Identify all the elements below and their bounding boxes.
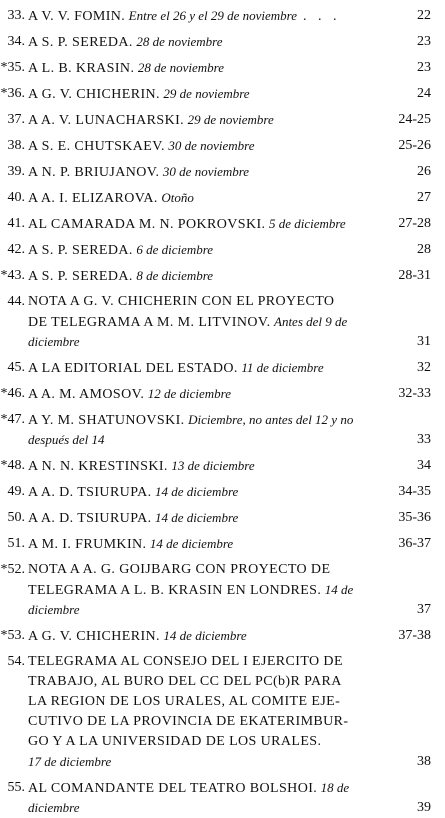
toc-entry xyxy=(0,358,445,378)
entry-title: A S. P. SEREDA. xyxy=(28,35,133,50)
entry-title: A N. P. BRIUJANOV. xyxy=(28,165,160,180)
entry-date: 14 de diciembre xyxy=(155,484,239,499)
entry-number: *36. xyxy=(0,86,25,101)
entry-pages: 24-25 xyxy=(398,112,431,127)
toc-entry xyxy=(0,508,445,528)
entry-title: A G. V. CHICHERIN. xyxy=(28,87,160,102)
toc-entry xyxy=(0,292,445,352)
entry-date: 28 de noviembre xyxy=(137,60,225,75)
entry-title: A A. M. AMOSOV. xyxy=(28,387,145,402)
entry-number: 44. xyxy=(7,294,25,309)
entry-title: A N. N. KRESTINSKI. xyxy=(28,459,168,474)
entry-date: 14 de diciembre xyxy=(155,510,239,525)
entry-date-continued: diciembre xyxy=(28,602,80,617)
table-of-contents xyxy=(0,6,445,818)
entry-number: *48. xyxy=(0,458,25,473)
toc-entry xyxy=(0,162,445,182)
toc-entry xyxy=(0,384,445,404)
entry-date: 14 de diciembre xyxy=(163,628,247,643)
toc-entry xyxy=(0,482,445,502)
entry-title: A M. I. FRUMKIN. xyxy=(28,537,147,552)
entry-title-line: AL COMANDANTE DEL TEATRO BOLSHOI. xyxy=(28,781,318,796)
toc-entry xyxy=(0,32,445,52)
entry-date: 29 de noviembre xyxy=(187,112,274,127)
entry-date: Antes del 9 de xyxy=(274,314,348,329)
entry-pages: 39 xyxy=(417,800,431,815)
entry-date: 14 de diciembre xyxy=(149,536,234,551)
entry-title: A A. D. TSIURUPA. xyxy=(28,511,152,526)
entry-title: A LA EDITORIAL DEL ESTADO. xyxy=(28,361,238,376)
entry-pages: 37 xyxy=(417,602,431,617)
entry-pages: 31 xyxy=(417,334,431,349)
toc-entry xyxy=(0,188,445,208)
entry-title: A S. P. SEREDA. xyxy=(28,243,133,258)
entry-title: A A. I. ELIZAROVA. xyxy=(28,191,158,206)
entry-pages: 25-26 xyxy=(398,138,431,153)
entry-title: A S. P. SEREDA. xyxy=(28,269,133,284)
entry-number: *35. xyxy=(0,60,25,75)
entry-title-line: NOTA A A. G. GOIJBARG CON PROYECTO DE xyxy=(28,562,331,577)
entry-title-line: NOTA A G. V. CHICHERIN CON EL PROYECTO xyxy=(28,294,335,309)
entry-number: 49. xyxy=(7,484,25,499)
entry-title-line: LA REGION DE LOS URALES, AL COMITE EJE- xyxy=(28,694,341,709)
entry-title-line: DE TELEGRAMA A M. M. LITVINOV. xyxy=(28,315,271,330)
entry-date-continued: diciembre xyxy=(28,800,80,815)
entry-number: 33. xyxy=(7,8,25,23)
entry-number: *43. xyxy=(0,268,25,283)
entry-title-line: TELEGRAMA A L. B. KRASIN EN LONDRES. xyxy=(28,583,322,598)
entry-number: 51. xyxy=(7,536,25,551)
entry-title: A V. V. FOMIN. xyxy=(28,9,126,24)
entry-pages: 33 xyxy=(417,432,431,447)
entry-pages: 27-28 xyxy=(398,216,431,231)
entry-title: AL CAMARADA M. N. POKROVSKI. xyxy=(28,217,266,232)
entry-date: 11 de diciembre xyxy=(241,360,324,375)
entry-pages: 28 xyxy=(417,242,431,257)
entry-number: 54. xyxy=(7,654,25,669)
entry-number: *47. xyxy=(0,412,25,427)
entry-pages: 26 xyxy=(417,164,431,179)
entry-title-line: GO Y A LA UNIVERSIDAD DE LOS URALES. xyxy=(28,734,322,749)
entry-pages: 36-37 xyxy=(398,536,431,551)
entry-date: 17 de diciembre xyxy=(28,754,112,769)
entry-number: 41. xyxy=(7,216,25,231)
toc-entry xyxy=(0,214,445,234)
entry-title: A L. B. KRASIN. xyxy=(28,61,135,76)
toc-entry xyxy=(0,240,445,260)
entry-date: 14 de xyxy=(324,582,354,597)
entry-title-line: TRABAJO, AL BURO DEL CC DEL PC(b)R PARA xyxy=(28,674,342,689)
toc-entry xyxy=(0,652,445,772)
entry-title: A G. V. CHICHERIN. xyxy=(28,629,160,644)
entry-number: 45. xyxy=(7,360,25,375)
entry-date: 8 de diciembre xyxy=(136,268,214,283)
entry-date: 5 de diciembre xyxy=(268,216,346,231)
toc-entry xyxy=(0,534,445,554)
toc-entry xyxy=(0,136,445,156)
toc-entry xyxy=(0,560,445,620)
entry-pages: 38 xyxy=(417,754,431,769)
entry-pages: 28-31 xyxy=(398,268,431,283)
entry-title-line: CUTIVO DE LA PROVINCIA DE EKATERIMBUR- xyxy=(28,714,349,729)
entry-number: 42. xyxy=(7,242,25,257)
toc-entry xyxy=(0,626,445,646)
entry-date: 12 de diciembre xyxy=(147,386,232,401)
entry-number: 37. xyxy=(7,112,25,127)
toc-entry xyxy=(0,58,445,78)
entry-pages: 24 xyxy=(417,86,431,101)
entry-date: Otoño xyxy=(161,190,194,205)
entry-date: 6 de diciembre xyxy=(136,242,214,257)
entry-number: *52. xyxy=(0,562,25,577)
entry-date: Entre el 26 y el 29 de noviembre xyxy=(128,8,298,23)
entry-pages: 22 xyxy=(417,8,431,23)
entry-pages: 34 xyxy=(417,458,431,473)
entry-pages: 23 xyxy=(417,60,431,75)
entry-date-continued: después del 14 xyxy=(28,432,105,447)
toc-entry xyxy=(0,6,445,26)
entry-date: 29 de noviembre xyxy=(163,86,250,101)
toc-entry xyxy=(0,410,445,450)
entry-pages: 35-36 xyxy=(398,510,431,525)
entry-number: *53. xyxy=(0,628,25,643)
toc-entry xyxy=(0,456,445,476)
entry-date: 18 de xyxy=(320,780,350,795)
entry-pages: 32-33 xyxy=(398,386,431,401)
entry-number: 39. xyxy=(7,164,25,179)
entry-number: 38. xyxy=(7,138,25,153)
entry-number: 34. xyxy=(7,34,25,49)
entry-date: 30 de noviembre xyxy=(168,138,255,153)
entry-date: 13 de diciembre xyxy=(171,458,255,473)
toc-entry xyxy=(0,266,445,286)
entry-pages: 37-38 xyxy=(398,628,431,643)
entry-pages: 34-35 xyxy=(398,484,431,499)
entry-date-continued: diciembre xyxy=(28,334,80,349)
leader-dots: . . . xyxy=(303,9,341,24)
entry-title-line: TELEGRAMA AL CONSEJO DEL I EJERCITO DE xyxy=(28,654,343,669)
entry-title: A S. E. CHUTSKAEV. xyxy=(28,139,165,154)
toc-entry xyxy=(0,778,445,818)
entry-pages: 23 xyxy=(417,34,431,49)
entry-pages: 27 xyxy=(417,190,431,205)
entry-date: 28 de noviembre xyxy=(136,34,223,49)
entry-number: *46. xyxy=(0,386,25,401)
entry-number: 55. xyxy=(7,780,25,795)
entry-title: A A. D. TSIURUPA. xyxy=(28,485,152,500)
entry-number: 50. xyxy=(7,510,25,525)
entry-number: 40. xyxy=(7,190,25,205)
entry-date: Diciembre, no antes del 12 y no xyxy=(188,412,354,427)
entry-pages: 32 xyxy=(417,360,431,375)
entry-date: 30 de noviembre xyxy=(162,164,250,179)
entry-title-line: A Y. M. SHATUNOVSKI. xyxy=(28,413,185,428)
entry-title: A A. V. LUNACHARSKI. xyxy=(28,113,185,128)
toc-entry xyxy=(0,110,445,130)
toc-entry xyxy=(0,84,445,104)
